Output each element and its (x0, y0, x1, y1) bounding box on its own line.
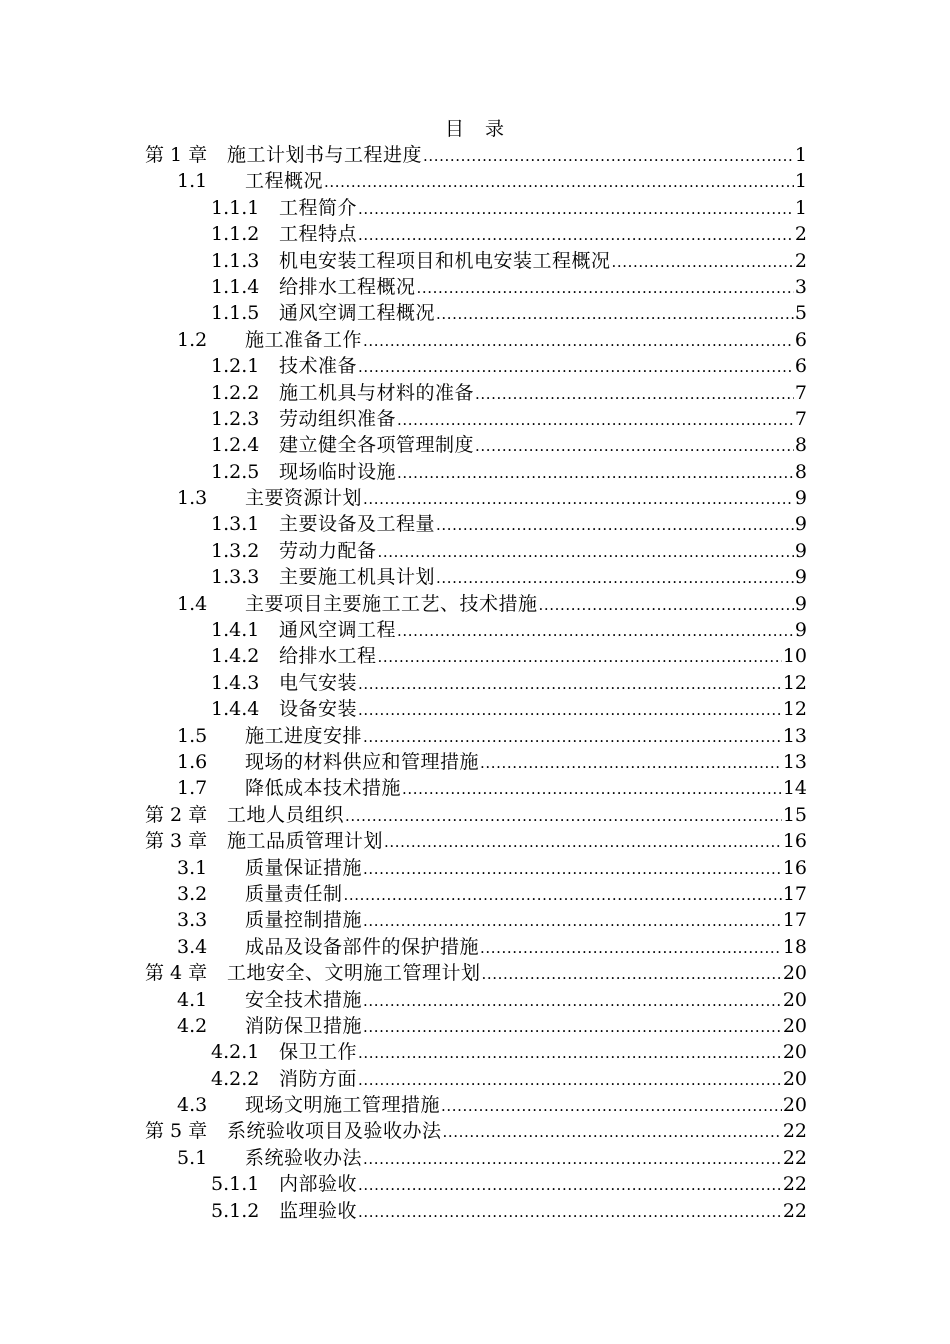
toc-entry-title: 施工进度安排 (245, 724, 363, 747)
toc-entry-title: 主要设备及工程量 (279, 513, 436, 536)
toc-entry[interactable] (145, 1092, 807, 1118)
toc-entry-title: 施工计划书与工程进度 (227, 144, 423, 166)
toc-entry-title: 主要资源计划 (245, 487, 363, 510)
toc-entry[interactable] (145, 432, 807, 458)
toc-entry-title: 通风空调工程 (279, 619, 397, 642)
toc-entry-page-number: 12 (782, 698, 807, 721)
dot-leader (363, 486, 794, 511)
dot-leader (397, 407, 794, 432)
toc-entry-number: 5.1.2 (211, 1199, 260, 1222)
toc-entry-page-number: 15 (782, 803, 807, 826)
dot-leader (475, 433, 794, 458)
toc-entry-number: 第 4 章 (145, 962, 208, 985)
toc-entry-page-number: 9 (794, 566, 807, 589)
dot-leader (378, 539, 794, 564)
toc-entry-number: 1.1.3 (211, 249, 260, 272)
dot-leader (358, 1172, 782, 1197)
dot-leader (344, 882, 782, 907)
toc-entry-page-number: 6 (794, 328, 807, 351)
toc-entry[interactable] (145, 802, 807, 828)
toc-entry-number: 4.2 (177, 1014, 208, 1037)
toc-entry-title: 现场临时设施 (279, 460, 397, 483)
dot-leader (539, 592, 794, 617)
toc-entry-number: 1.1.1 (211, 196, 260, 219)
toc-entry-number: 1.2.4 (211, 434, 260, 457)
dot-leader (363, 328, 794, 353)
toc-entry[interactable] (145, 960, 807, 986)
toc-entry-number: 第 1 章 (145, 144, 208, 166)
toc-entry-page-number: 2 (794, 223, 807, 246)
dot-leader (612, 249, 794, 274)
toc-entry-title: 内部验收 (279, 1173, 358, 1196)
toc-entry-number: 1.3.3 (211, 566, 260, 589)
toc-entry-page-number: 20 (782, 1067, 807, 1090)
toc-entry-number: 1.2.1 (211, 355, 260, 378)
toc-entry-number: 1.1 (177, 170, 208, 193)
toc-entry-page-number: 22 (782, 1199, 807, 1222)
toc-entry-page-number: 1 (794, 196, 807, 219)
toc-entry-title: 工地安全、文明施工管理计划 (227, 962, 481, 985)
dot-leader (358, 354, 794, 379)
toc-entry[interactable] (145, 670, 807, 696)
toc-entry-title: 建立健全各项管理制度 (279, 434, 475, 457)
toc-entry-page-number: 2 (794, 249, 807, 272)
toc-entry[interactable] (145, 1145, 807, 1171)
dot-leader (363, 1146, 782, 1171)
toc-entry-page-number: 7 (794, 407, 807, 430)
toc-entry-title: 工地人员组织 (227, 803, 345, 826)
toc-entry-title: 现场文明施工管理措施 (245, 1094, 441, 1117)
toc-entry[interactable] (145, 591, 807, 617)
toc-entry-page-number: 9 (794, 539, 807, 562)
toc-entry-page-number: 17 (782, 909, 807, 932)
toc-entry-title: 监理验收 (279, 1199, 358, 1222)
toc-entry-number: 5.1.1 (211, 1173, 260, 1196)
toc-entry-page-number: 8 (794, 460, 807, 483)
toc-entry-title: 成品及设备部件的保护措施 (245, 935, 480, 958)
toc-entry-page-number: 20 (782, 988, 807, 1011)
toc-entry[interactable] (145, 300, 807, 326)
toc-entry-number: 1.1.2 (211, 223, 260, 246)
toc-entry-page-number: 8 (794, 434, 807, 457)
toc-entry[interactable] (145, 1066, 807, 1092)
toc-entry-title: 给排水工程概况 (279, 275, 416, 298)
toc-entry-title: 劳动力配备 (279, 539, 377, 562)
dot-leader (384, 829, 782, 854)
toc-entry-title: 工程特点 (279, 223, 358, 246)
dot-leader (358, 196, 794, 221)
toc-entry-title: 主要项目主要施工工艺、技术措施 (245, 592, 538, 615)
dot-leader (378, 644, 782, 669)
toc-entry-page-number: 13 (782, 750, 807, 773)
toc-entry[interactable] (145, 274, 807, 300)
toc-entry-number: 4.3 (177, 1094, 208, 1117)
toc-entry-page-number: 18 (782, 935, 807, 958)
dot-leader (358, 1199, 782, 1224)
toc-entry-page-number: 12 (782, 671, 807, 694)
toc-entry-number: 1.3.1 (211, 513, 260, 536)
toc-entry-title: 质量责任制 (245, 882, 343, 905)
table-of-contents (145, 142, 807, 1224)
toc-entry-title: 系统验收项目及验收办法 (227, 1120, 442, 1143)
toc-entry-number: 1.7 (177, 777, 208, 800)
dot-leader (358, 697, 782, 722)
toc-entry-number: 第 5 章 (145, 1120, 208, 1143)
toc-entry[interactable] (145, 459, 807, 485)
dot-leader (480, 750, 782, 775)
toc-entry-page-number: 9 (794, 592, 807, 615)
toc-entry-title: 质量保证措施 (245, 856, 363, 879)
toc-entry-number: 3.1 (177, 856, 208, 879)
toc-entry-page-number: 1 (794, 170, 807, 193)
toc-entry-title: 技术准备 (279, 355, 358, 378)
toc-entry-page-number: 22 (782, 1173, 807, 1196)
toc-entry-page-number: 16 (782, 830, 807, 853)
dot-leader (324, 169, 794, 194)
toc-entry-number: 1.1.5 (211, 302, 260, 325)
toc-entry-number: 3.3 (177, 909, 208, 932)
dot-leader (482, 961, 782, 986)
toc-entry[interactable] (145, 881, 807, 907)
toc-entry-page-number: 10 (782, 645, 807, 668)
toc-entry-title: 设备安装 (279, 698, 358, 721)
toc-entry-page-number: 9 (794, 619, 807, 642)
toc-entry-number: 1.4 (177, 592, 208, 615)
toc-entry[interactable] (145, 248, 807, 274)
toc-entry-title: 通风空调工程概况 (279, 302, 436, 325)
dot-leader (443, 1119, 782, 1144)
toc-entry-number: 第 2 章 (145, 803, 208, 826)
toc-entry-number: 1.4.2 (211, 645, 260, 668)
toc-entry[interactable] (145, 934, 807, 960)
toc-entry-title: 主要施工机具计划 (279, 566, 436, 589)
toc-entry[interactable] (145, 907, 807, 933)
toc-entry-page-number: 9 (794, 513, 807, 536)
toc-entry-title: 施工机具与材料的准备 (279, 381, 475, 404)
toc-entry-title: 现场的材料供应和管理措施 (245, 750, 480, 773)
toc-title: 目 录 (444, 118, 505, 140)
toc-entry-page-number: 17 (782, 882, 807, 905)
dot-leader (480, 935, 782, 960)
toc-entry-page-number: 20 (782, 962, 807, 985)
toc-entry-page-number: 22 (782, 1120, 807, 1143)
dot-leader (358, 671, 782, 696)
toc-entry-title: 安全技术措施 (245, 988, 363, 1011)
toc-entry-number: 4.2.2 (211, 1067, 260, 1090)
toc-entry-number: 1.4.3 (211, 671, 260, 694)
toc-entry[interactable] (145, 643, 807, 669)
dot-leader (363, 1014, 782, 1039)
dot-leader (436, 512, 794, 537)
toc-entry-page-number: 9 (794, 487, 807, 510)
toc-entry[interactable] (145, 485, 807, 511)
toc-entry-page-number: 7 (794, 381, 807, 404)
toc-entry-number: 1.2.5 (211, 460, 260, 483)
dot-leader (436, 565, 794, 590)
toc-entry-title: 施工品质管理计划 (227, 830, 384, 853)
toc-entry-title: 系统验收办法 (245, 1146, 363, 1169)
toc-entry[interactable] (145, 987, 807, 1013)
toc-entry-page-number: 16 (782, 856, 807, 879)
toc-entry[interactable] (145, 1118, 807, 1144)
toc-entry[interactable] (145, 564, 807, 590)
toc-entry-number: 第 3 章 (145, 830, 208, 853)
toc-entry-number: 1.3.2 (211, 539, 260, 562)
toc-entry-page-number: 20 (782, 1094, 807, 1117)
toc-entry-number: 3.4 (177, 935, 208, 958)
dot-leader (397, 460, 794, 485)
dot-leader (363, 724, 782, 749)
dot-leader (423, 143, 794, 168)
toc-entry[interactable] (145, 828, 807, 854)
toc-entry-title: 工程概况 (245, 170, 324, 193)
toc-entry[interactable] (145, 195, 807, 221)
toc-entry[interactable] (145, 168, 807, 194)
toc-entry-title: 劳动组织准备 (279, 407, 397, 430)
toc-entry-title: 给排水工程 (279, 645, 377, 668)
dot-leader (363, 856, 782, 881)
toc-entry-page-number: 22 (782, 1146, 807, 1169)
dot-leader (363, 908, 782, 933)
toc-entry-number: 1.6 (177, 750, 208, 773)
toc-entry-number: 4.1 (177, 988, 208, 1011)
toc-entry[interactable] (145, 406, 807, 432)
toc-entry-number: 4.2.1 (211, 1041, 260, 1064)
toc-entry-title: 质量控制措施 (245, 909, 363, 932)
toc-entry-number: 1.5 (177, 724, 208, 747)
toc-entry-page-number: 20 (782, 1014, 807, 1037)
toc-entry-title: 施工准备工作 (245, 328, 363, 351)
toc-entry[interactable] (145, 353, 807, 379)
dot-leader (358, 1067, 782, 1092)
dot-leader (417, 275, 794, 300)
toc-entry[interactable] (145, 749, 807, 775)
toc-entry-page-number: 3 (794, 275, 807, 298)
toc-entry-title: 保卫工作 (279, 1041, 358, 1064)
toc-entry[interactable] (145, 380, 807, 406)
toc-entry-title: 消防保卫措施 (245, 1014, 363, 1037)
dot-leader (397, 618, 794, 643)
dot-leader (345, 803, 782, 828)
dot-leader (358, 1040, 782, 1065)
dot-leader (436, 301, 794, 326)
toc-entry-number: 3.2 (177, 882, 208, 905)
dot-leader (358, 222, 794, 247)
toc-entry-number: 1.2.3 (211, 407, 260, 430)
dot-leader (402, 776, 782, 801)
toc-entry-title: 工程简介 (279, 196, 358, 219)
toc-entry-page-number: 14 (782, 777, 807, 800)
toc-entry-number: 1.4.4 (211, 698, 260, 721)
toc-entry-number: 1.2.2 (211, 381, 260, 404)
toc-entry[interactable] (145, 696, 807, 722)
toc-entry[interactable] (145, 511, 807, 537)
toc-entry[interactable] (145, 142, 807, 168)
toc-entry[interactable] (145, 617, 807, 643)
toc-entry[interactable] (145, 327, 807, 353)
toc-entry[interactable] (145, 1039, 807, 1065)
toc-entry[interactable] (145, 855, 807, 881)
dot-leader (363, 988, 782, 1013)
toc-entry[interactable] (145, 538, 807, 564)
toc-entry[interactable] (145, 1198, 807, 1224)
toc-entry-page-number: 13 (782, 724, 807, 747)
toc-entry-title: 降低成本技术措施 (245, 777, 402, 800)
toc-entry-title: 消防方面 (279, 1067, 358, 1090)
toc-entry[interactable] (145, 1013, 807, 1039)
toc-entry-number: 1.3 (177, 487, 208, 510)
toc-entry-page-number: 1 (794, 144, 807, 166)
toc-entry[interactable] (145, 1171, 807, 1197)
toc-entry[interactable] (145, 723, 807, 749)
toc-entry-title: 机电安装工程项目和机电安装工程概况 (279, 249, 611, 272)
toc-entry-page-number: 5 (794, 302, 807, 325)
dot-leader (475, 381, 794, 406)
toc-entry-number: 1.4.1 (211, 619, 260, 642)
toc-entry[interactable] (145, 221, 807, 247)
toc-entry-page-number: 6 (794, 355, 807, 378)
toc-entry-number: 5.1 (177, 1146, 208, 1169)
toc-entry-page-number: 20 (782, 1041, 807, 1064)
toc-entry[interactable] (145, 775, 807, 801)
toc-entry-number: 1.1.4 (211, 275, 260, 298)
dot-leader (441, 1093, 782, 1118)
toc-entry-title: 电气安装 (279, 671, 358, 694)
toc-entry-number: 1.2 (177, 328, 208, 351)
